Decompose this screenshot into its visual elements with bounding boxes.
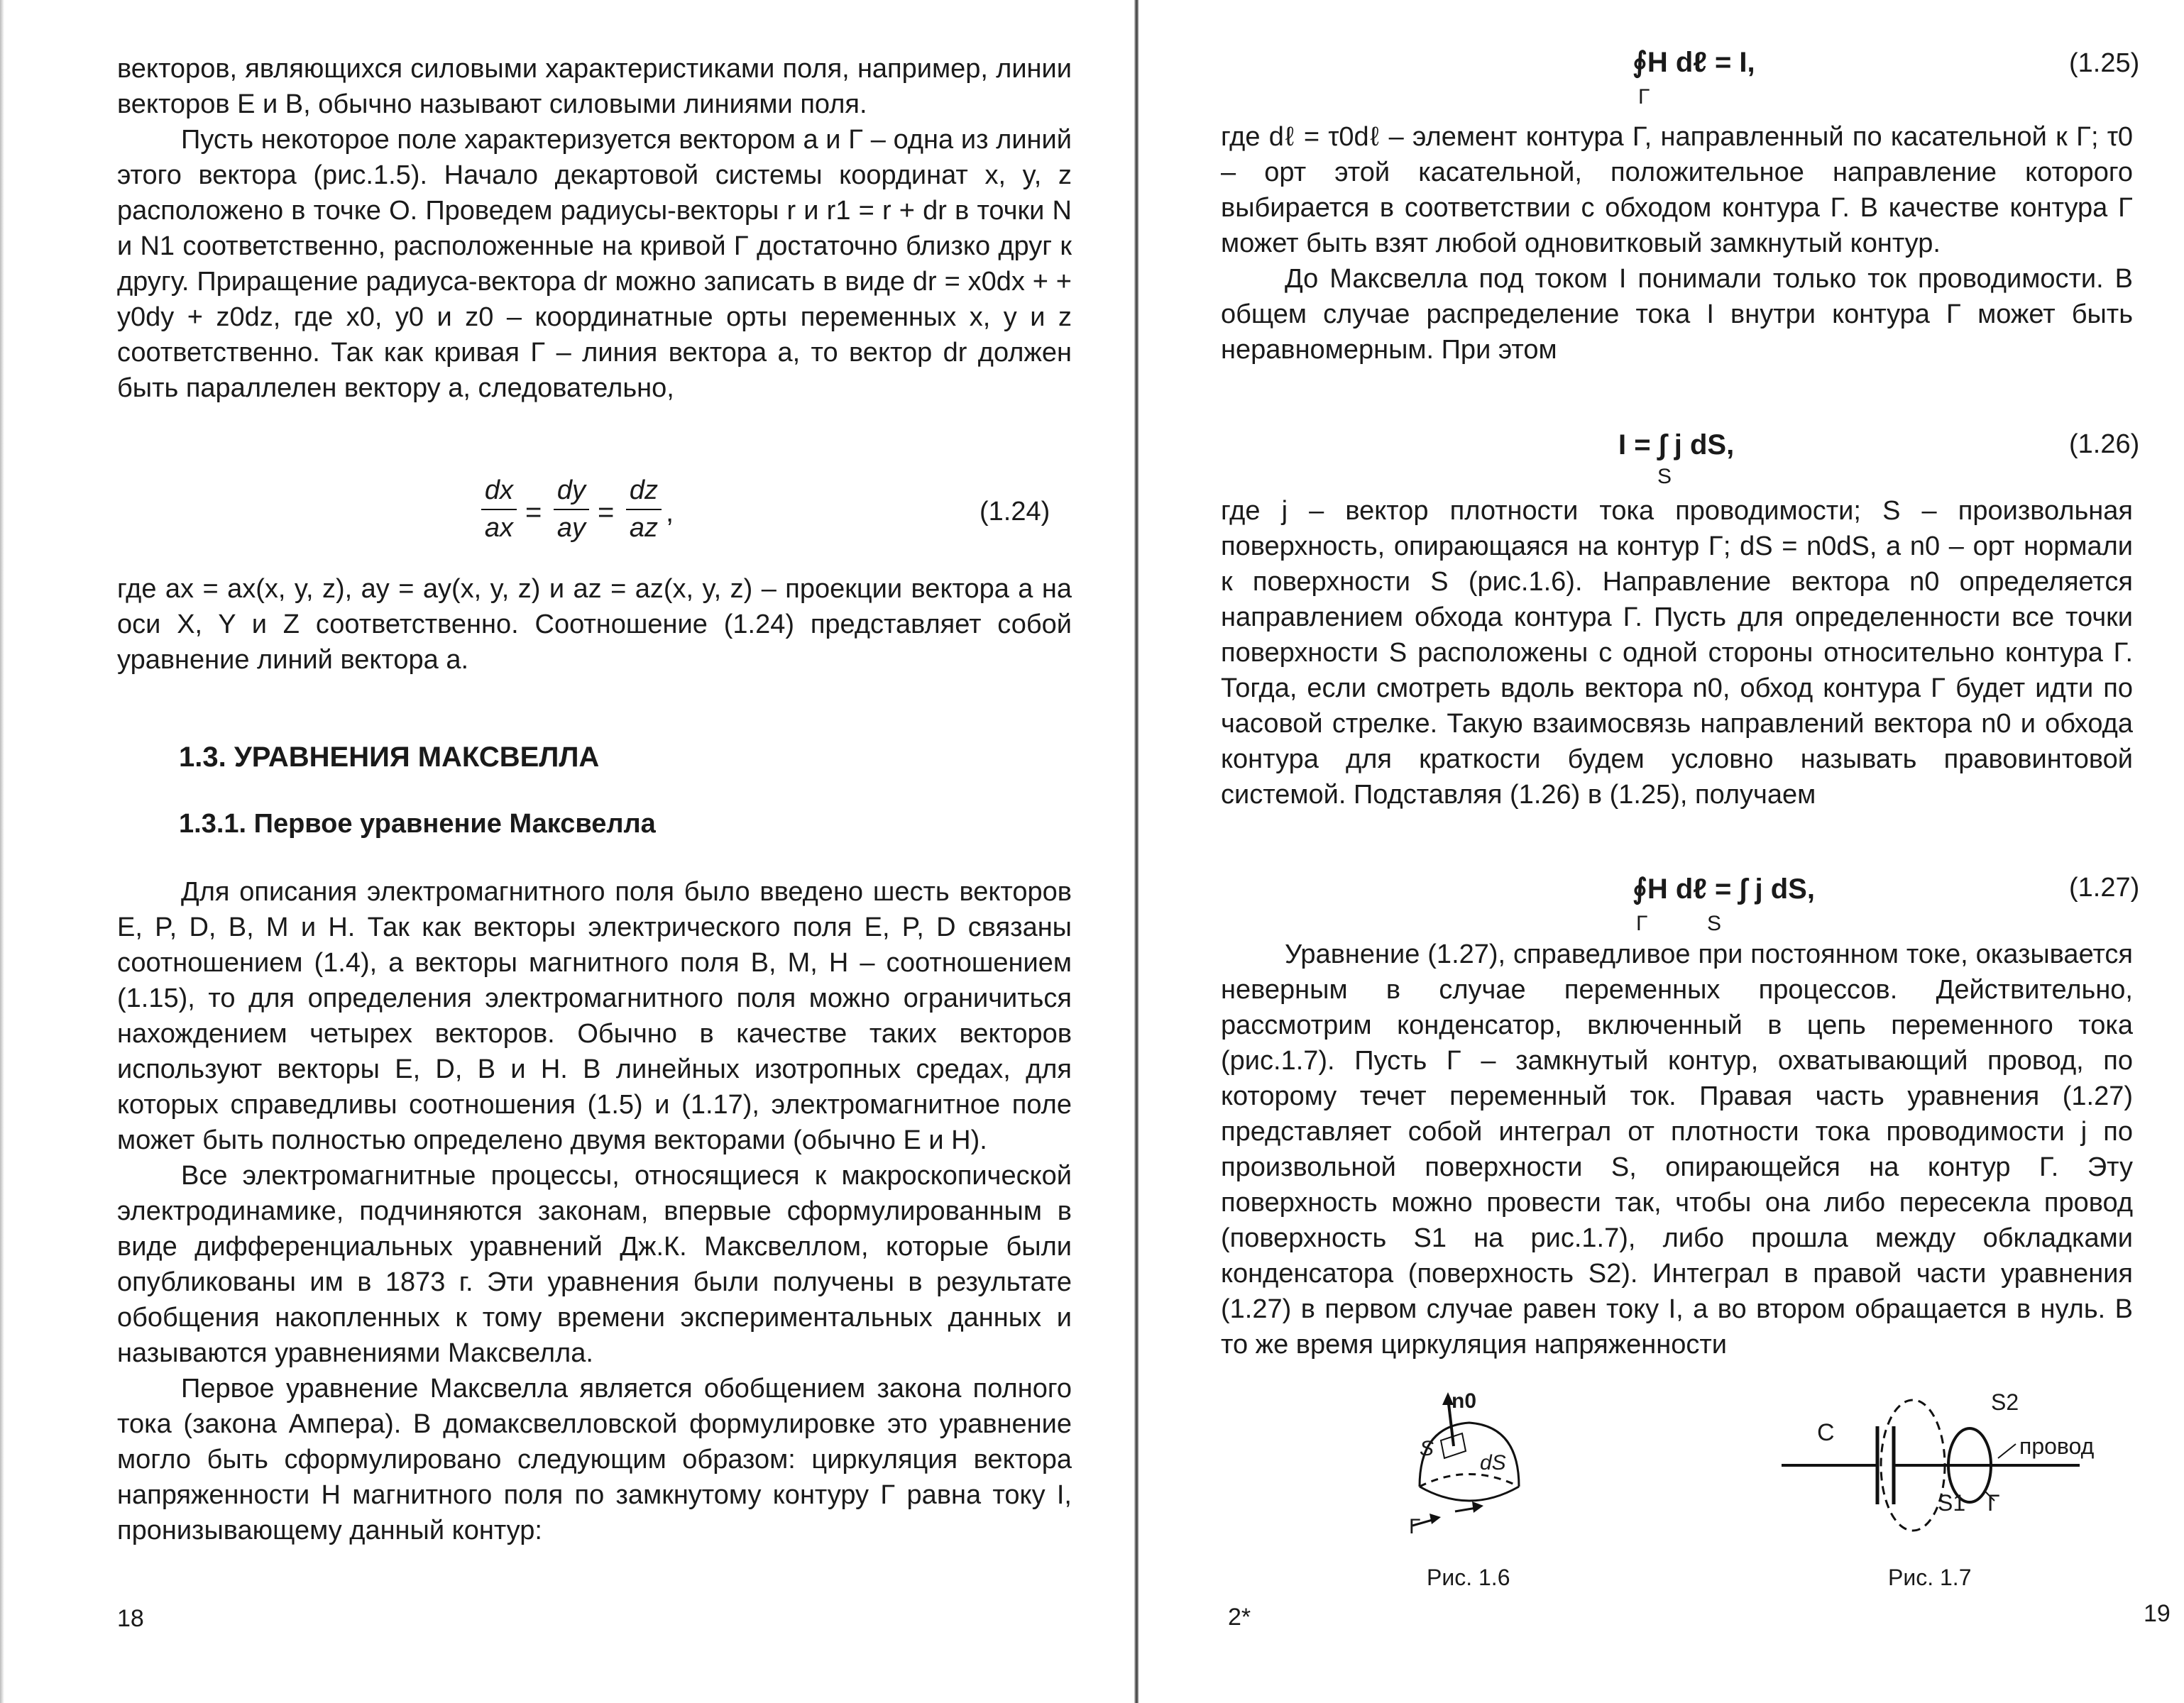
integral-subscript-s: S	[1657, 465, 1672, 488]
right-page	[1136, 0, 2184, 1703]
equation-1-27-body: ∮H dℓ = ∫ j dS,	[1632, 873, 1815, 905]
right-paragraph-3: где j – вектор плотности тока проводимости; S – произвольная поверхность, опирающаяся на контур Γ; dS = n0dS, a n0 – орт нормали к поверхности S (рис.1.6). Направление вектора n0 определяется направлением обхода контура Γ. Пусть для определенности все точки поверхности S расположены с одной стороны относительно контура Γ. Тогда, если смотреть вдоль вектора n0, обход контура Γ будет идти по часовой стрелке. Такую взаимосвязь направлений вектора n0 и обхода контура для краткости будем условно называть правовинтовой системой. Подставляя (1.26) в (1.25), получаем	[1221, 496, 2133, 810]
signature-mark: 2*	[1228, 1604, 1251, 1631]
label-s: S	[1420, 1437, 1434, 1460]
left-paragraph-5: Все электромагнитные процессы, относящиеся к макроскопической электродинамике, подчиняются законам, впервые сформулированным в виде дифференциальных уравнений Дж.К. Максвеллом, которые были опубликованы им в 1873 г. Эти уравнения были получены в результате обобщения накопленных к тому времени экспериментальных данных и называются уравнениями Максвелла.	[117, 1161, 1072, 1368]
left-paragraph-6: Первое уравнение Максвелла является обобщением закона полного тока (закона Ампера). В домаксвелловской формулировке это уравнение могло быть сформулировано следующим образом: циркуляция вектора напряженности H магнитного поля по замкнутому контуру Γ равна току I, пронизывающему данный контур:	[117, 1374, 1072, 1545]
equation-number-1-25: (1.25)	[2069, 48, 2140, 78]
label-n0: n0	[1452, 1389, 1477, 1413]
equation-number-1-27: (1.27)	[2069, 873, 2140, 903]
equation-1-25-body: ∮H dℓ = I,	[1632, 47, 1755, 78]
equation-comma: ,	[666, 497, 674, 528]
left-text-bottom	[117, 874, 1072, 1548]
page-number-right: 19	[2144, 1600, 2171, 1627]
right-paragraph-2: До Максвелла под током I понимали только ток проводимости. В общем случае распределение тока I внутри контура Γ может быть неравномерным. При этом	[1221, 264, 2133, 365]
label-ds: dS	[1480, 1451, 1506, 1475]
figure-caption-1-6: Рис. 1.6	[1427, 1565, 1510, 1590]
fraction-dx-ax: dx ax	[481, 475, 517, 544]
left-paragraph-3: где ax = ax(x, y, z), ay = ay(x, y, z) и az = az(x, y, z) – проекции вектора a на оси X, Y и Z соответственно. Соотношение (1.24) представляет собой уравнение линий вектора a.	[117, 574, 1072, 675]
section-heading: 1.3. УРАВНЕНИЯ МАКСВЕЛЛА	[179, 742, 600, 773]
equation-1-26-body: I = ∫ j dS,	[1618, 429, 1735, 461]
equals-sign-2: =	[598, 497, 615, 528]
right-text-mid	[1221, 493, 2133, 812]
label-c: C	[1817, 1419, 1835, 1446]
equals-sign-1: =	[525, 497, 542, 528]
label-s2: S2	[1991, 1389, 2019, 1415]
right-text-top	[1221, 119, 2133, 368]
label-gamma-17: Γ	[1987, 1490, 2000, 1516]
right-text-bottom	[1221, 937, 2133, 1362]
integral-subscript-s-2: S	[1707, 912, 1722, 935]
left-paragraph-4: Для описания электромагнитного поля было введено шесть векторов E, P, D, B, M и H. Так как векторы электрического поля E, P, D связаны соотношением (1.4), а векторы магнитного поля B, M, H – соотношением (1.15), то для определения электромагнитного поля можно ограничиться нахождением четырех векторов. Обычно в качестве таких векторов используют векторы E, D, B и H. В линейных изотропных средах, для которых справедливы соотношения (1.5) и (1.17), электромагнитное поле может быть полностью определено двумя векторами (обычно E и H).	[117, 877, 1072, 1155]
right-paragraph-1: где dℓ = τ0dℓ – элемент контура Γ, направленный по касательной к Γ; τ0 – орт этой касательной, положительное направление которого выбирается в соответствии с обходом контура Γ. В качестве контура Γ может быть взят любой одновитковый замкнутый контур.	[1221, 122, 2133, 258]
integral-subscript-gamma-2: Γ	[1636, 912, 1648, 935]
fraction-dy-ay: dy ay	[554, 475, 589, 544]
equation-number-1-26: (1.26)	[2069, 429, 2140, 459]
figure-caption-1-7: Рис. 1.7	[1888, 1565, 1972, 1590]
left-text-mid	[117, 571, 1072, 678]
fraction-dz-az: dz az	[626, 475, 662, 544]
capacitor-circuit-diagram	[1782, 1384, 2080, 1540]
left-paragraph-2: Пусть некоторое поле характеризуется вектором a и Γ – одна из линий этого вектора (рис.1.5). Начало декартовой системы координат x, y, z расположено в точке O. Проведем радиусы-векторы r и r1 = r + dr в точки N и N1 соответственно, расположенные на кривой Γ достаточно близко друг к другу. Приращение радиуса-вектора dr можно записать в виде dr = x0dx + + y0dy + z0dz, где x0, y0 и z0 – координатные орты переменных x, y и z соответственно. Так как кривая Γ – линия вектора a, то вектор dr должен быть параллелен вектору a, следовательно,	[117, 125, 1072, 403]
label-s1: S1	[1938, 1490, 1966, 1516]
label-gamma-16: Γ	[1409, 1515, 1421, 1538]
label-provod: провод	[2019, 1433, 2095, 1459]
subsection-heading: 1.3.1. Первое уравнение Максвелла	[179, 809, 656, 839]
left-paragraph-1: векторов, являющихся силовыми характеристиками поля, например, линии векторов E и B, обычно называют силовыми линиями поля.	[117, 54, 1072, 119]
integral-subscript-gamma: Γ	[1638, 85, 1650, 109]
left-text-top	[117, 51, 1072, 406]
right-paragraph-4: Уравнение (1.27), справедливое при постоянном токе, оказывается неверным в случае переменных процессов. Действительно, рассмотрим конденсатор, включенный в цепь переменного тока (рис.1.7). Пусть Γ – замкнутый контур, охватывающий провод, по которому течет переменный ток. Правая часть уравнения (1.27) представляет собой интеграл от плотности тока проводимости j по произвольной поверхности S, опирающейся на контур Γ. Эту поверхность можно провести так, чтобы она либо пересекла провод (поверхность S1 на рис.1.7), либо прошла между обкладками конденсатора (поверхность S2). Интеграл в правой части уравнения (1.27) в первом случае равен току I, а во втором обращается в нуль. В то же время циркуляция напряженности	[1221, 939, 2133, 1360]
equation-number-1-24: (1.24)	[979, 497, 1050, 527]
page-number-left: 18	[117, 1605, 144, 1632]
